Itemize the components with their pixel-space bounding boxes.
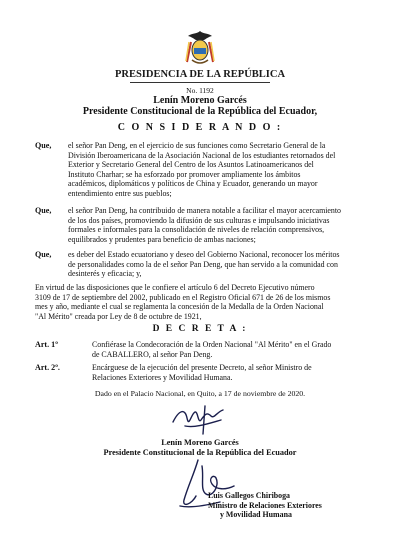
heading-rule (130, 82, 270, 83)
que-label: Que, (35, 141, 52, 150)
article-label: Art. 1º (35, 340, 58, 349)
considerando-paragraph-1: el señor Pan Deng, en el ejercicio de sus funciones como Secretario General de la División Iberoamericana de la Asociación Nacional de los estudiantes retornados del Exterior y Secretario General del Centro de los Asuntos Latinoamericanos del Instituto Charhar; se ha esforzado por promover ampliamente los ámbitos académicos, diplomáticos y políticos de China y Ecuador, generando un mayor entendimiento entre sus pueblos; (68, 141, 336, 198)
article-1-text: Confiérase la Condecoración de la Orden Nacional "Al Mérito" en el Grado de CABALLERO, al señor Pan Deng. (92, 340, 332, 359)
considerando-paragraph-2: el señor Pan Deng, ha contribuido de manera notable a facilitar el mayor acercamiento de los dos países, promoviendo la difusión de sus culturas e impulsando iniciativas formales e informales para la consolidación de niveles de relación comprensivos, equilibrados y prudentes para beneficio de ambas naciones; (68, 206, 341, 244)
president-name: Lenín Moreno Garcés (153, 95, 247, 106)
article-label: Art. 2º. (35, 363, 60, 372)
presidencia-heading: PRESIDENCIA DE LA REPÚBLICA (114, 69, 286, 80)
president-signature-name: Lenín Moreno Garcés (161, 438, 239, 447)
president-signature-title: Presidente Constitucional de la República del Ecuador (103, 448, 297, 457)
minister-title: Ministro de Relaciones Exteriores (208, 500, 322, 510)
considerando-heading: C O N S I D E R A N D O : (117, 122, 283, 133)
minister-title-2: y Movilidad Humana (220, 510, 292, 519)
considerando-paragraph-3: es deber del Estado ecuatoriano y deseo del Gobierno Nacional, reconocer los méritos de personalidades como la de el señor Pan Deng, que han servido a la comunidad con desinterés y eficacia; y, (68, 250, 340, 279)
que-label: Que, (35, 250, 52, 259)
coat-of-arms-icon (178, 28, 222, 68)
decreta-heading: D E C R E T A : (152, 324, 248, 334)
president-title: Presidente Constitucional de la República del Ecuador, (82, 106, 318, 117)
president-signature-icon (165, 398, 235, 438)
que-label: Que, (35, 206, 52, 215)
minister-name: Luis Gallegos Chiriboga (208, 491, 290, 500)
decree-number: No. 1192 (186, 86, 214, 95)
article-2-text: Encárguese de la ejecución del presente Decreto, al señor Ministro de Relaciones Exteriores y Movilidad Humana. (92, 363, 312, 382)
en-virtud-paragraph: En virtud de las disposiciones que le confiere el artículo 6 del Decreto Ejecutivo número 3109 de 17 de septiembre del 2002, publicado en el Registro Oficial 671 de 26 de los mismos mes y año, mediante el cual se reglamenta la concesión de la Medalla de la Orden Nacional "Al Mérito" creada por Ley de 8 de octubre de 1921, (35, 283, 331, 321)
minister-signature-block (208, 491, 338, 520)
dado-line: Dado en el Palacio Nacional, en Quito, a 17 de noviembre de 2020. (94, 389, 306, 398)
